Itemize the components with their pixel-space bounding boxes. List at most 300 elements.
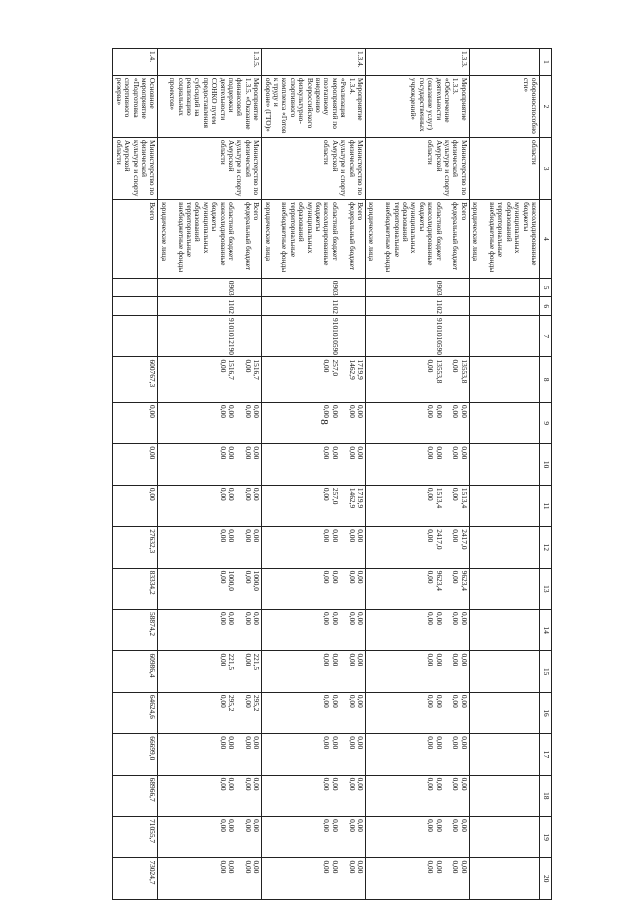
amount: 0,00: [148, 446, 158, 460]
amount: 0,00: [227, 529, 237, 543]
code-cell: [469, 297, 539, 316]
amount: 0,00: [459, 819, 469, 832]
header-cell: 8: [540, 357, 552, 403]
amount: 2417,0: [459, 529, 469, 550]
amount: 0,00: [459, 736, 469, 750]
amount: [504, 695, 538, 731]
header-row: [540, 49, 552, 900]
amount: 0,00: [426, 694, 436, 708]
amount: [504, 446, 538, 482]
row-name: Мероприятие 1.3.3. «Обеспечение деятельности (оказание услуг) государственных учреждений»: [366, 75, 470, 137]
amount: 60986,4: [148, 653, 158, 678]
amount: 0,00: [426, 736, 436, 750]
amount: 0,00: [426, 570, 436, 584]
amount: 0,00: [451, 612, 461, 625]
amount: [375, 529, 400, 565]
amount: [168, 359, 193, 400]
code-value: [148, 318, 156, 354]
code-value: [168, 281, 193, 295]
amount: [159, 860, 167, 897]
amount: 73024,7: [148, 860, 158, 885]
amount: 0,00: [218, 777, 228, 791]
amount: 0,00: [451, 359, 461, 373]
amount: [272, 736, 297, 772]
value-cell: [113, 775, 158, 816]
value-cell: [262, 775, 366, 816]
code-value: [367, 299, 375, 313]
value-cell: [366, 357, 470, 403]
amount: [504, 778, 538, 814]
amount: [367, 778, 375, 814]
amount: 0,00: [218, 359, 228, 373]
amount: 0,00: [426, 819, 436, 832]
row-executor: Министерство по физической культуре и спорту Амурской области: [158, 138, 262, 200]
amount: 0,00: [330, 819, 340, 832]
row-sources: [366, 200, 470, 279]
amount: [471, 819, 479, 855]
code-value: 0903: [330, 280, 340, 296]
amount: [263, 736, 271, 772]
amount: 1000,0: [252, 570, 262, 591]
value-cell: [366, 610, 470, 651]
amount: [471, 695, 479, 731]
amount: [272, 446, 297, 482]
amount: [272, 571, 297, 607]
code-value: [471, 299, 479, 313]
amount: 0,00: [243, 819, 253, 832]
amount: 0,00: [356, 570, 366, 584]
amount: 0,00: [330, 612, 340, 625]
code-cell: [366, 316, 470, 357]
amount: 0,00: [227, 736, 237, 750]
code-value: [193, 281, 227, 295]
amount: [471, 446, 479, 482]
amount: [375, 860, 400, 897]
amount: 0,00: [434, 736, 444, 750]
amount: [168, 612, 193, 648]
code-value: [504, 281, 538, 295]
amount: 13553,8: [459, 359, 469, 384]
code-value: [252, 281, 260, 295]
table-row: [158, 49, 262, 900]
code-value: [356, 281, 364, 295]
code-value: [479, 281, 504, 295]
code-cell: [113, 297, 158, 316]
amount: 0,00: [322, 819, 332, 832]
rotated-table-wrapper: [60, 48, 552, 900]
header-cell: 16: [540, 692, 552, 733]
amount: 13553,8: [434, 359, 444, 384]
amount: 0,00: [434, 446, 444, 460]
header-cell: 10: [540, 444, 552, 485]
amount: [479, 446, 504, 482]
code-value: [401, 318, 435, 354]
amount: 0,00: [451, 405, 461, 418]
value-cell: [366, 651, 470, 692]
code-value: [339, 318, 356, 354]
amount: [471, 778, 479, 814]
amount: [479, 529, 504, 565]
code-value: 0903: [434, 280, 444, 296]
amount: 0,00: [227, 446, 237, 460]
amount: [471, 860, 479, 897]
code-value: [504, 299, 538, 313]
amount: [479, 571, 504, 607]
source-label: областной бюджет: [227, 202, 237, 261]
amount: 0,00: [218, 405, 228, 418]
amount: 0,00: [218, 819, 228, 832]
value-cell: [262, 527, 366, 568]
amount: 0,00: [356, 529, 366, 543]
value-cell: [469, 485, 539, 526]
amount: [159, 695, 167, 731]
table-row: [469, 49, 539, 900]
amount: [367, 612, 375, 648]
amount: 0,00: [227, 860, 237, 874]
amount: [159, 359, 167, 400]
code-value: [297, 281, 331, 295]
amount: [272, 778, 297, 814]
amount: [375, 488, 400, 524]
value-cell: [469, 403, 539, 444]
amount: 0,00: [356, 653, 366, 667]
value-cell: [366, 775, 470, 816]
amount: 0,00: [434, 612, 444, 625]
source-label: Всего: [459, 202, 469, 221]
row-name: Мероприятие 1.3.5. «Оказание финансовой поддержки деятельности СОНКО путем предоставления субсидий на реализацию социальных проектов»: [158, 75, 262, 137]
amount: 0,00: [459, 612, 469, 625]
amount: [367, 860, 375, 897]
amount: 0,00: [322, 487, 332, 501]
amount: [168, 653, 193, 689]
amount: [504, 488, 538, 524]
amount: 0,00: [148, 487, 158, 501]
code-value: [263, 318, 271, 354]
value-cell: [113, 817, 158, 858]
code-value: [504, 318, 538, 354]
value-cell: [158, 403, 262, 444]
amount: 0,00: [347, 612, 357, 625]
value-cell: [366, 527, 470, 568]
amount: [479, 405, 504, 441]
amount: 0,00: [434, 819, 444, 832]
value-cell: [469, 444, 539, 485]
amount: [263, 653, 271, 689]
value-cell: [158, 734, 262, 775]
code-value: [375, 299, 400, 313]
amount: [479, 488, 504, 524]
value-cell: [158, 775, 262, 816]
code-cell: [158, 278, 262, 297]
amount: 0,00: [252, 612, 262, 625]
amount: 0,00: [451, 529, 461, 543]
amount: [272, 819, 297, 855]
code-value: 1102: [434, 299, 444, 314]
value-cell: [158, 485, 262, 526]
amount: 0,00: [330, 405, 340, 418]
header-cell: 11: [540, 485, 552, 526]
source-label: областной бюджет: [434, 202, 444, 261]
row-executor: Министерство по физической культуре и спорту Амурской области: [262, 138, 366, 200]
amount: [168, 571, 193, 607]
source-label: Всего: [356, 202, 366, 221]
amount: 0,00: [322, 359, 332, 373]
amount: 0,00: [252, 819, 262, 832]
amount: 58874,2: [148, 612, 158, 637]
amount: [479, 653, 504, 689]
value-cell: [262, 403, 366, 444]
amount: [367, 695, 375, 731]
amount: 0,00: [459, 777, 469, 791]
value-cell: [113, 734, 158, 775]
value-cell: [469, 651, 539, 692]
code-value: 1102: [330, 299, 340, 314]
value-cell: [469, 734, 539, 775]
amount: 0,00: [148, 405, 158, 418]
value-cell: [366, 444, 470, 485]
amount: [367, 405, 375, 441]
code-value: 9101010590: [434, 318, 444, 355]
row-sources: [113, 200, 158, 279]
code-value: [252, 318, 260, 354]
value-cell: [366, 485, 470, 526]
amount: 9623,4: [459, 570, 469, 591]
code-value: [479, 299, 504, 313]
amount: [367, 736, 375, 772]
source-label: консолидированные бюджеты муниципальных образований: [401, 202, 436, 266]
amount: 0,00: [252, 860, 262, 874]
value-cell: [158, 527, 262, 568]
code-value: [339, 281, 356, 295]
row-sources: [262, 200, 366, 279]
amount: [471, 571, 479, 607]
source-label: консолидированные бюджеты муниципальных образований: [297, 202, 332, 266]
amount: [504, 860, 538, 897]
header-cell: 12: [540, 527, 552, 568]
value-cell: [366, 692, 470, 733]
value-cell: [113, 527, 158, 568]
amount: 0,00: [426, 777, 436, 791]
amount: 0,00: [451, 446, 461, 460]
amount: 600767,3: [148, 359, 158, 388]
source-label: Всего: [252, 202, 262, 221]
amount: [159, 612, 167, 648]
amount: 0,00: [330, 529, 340, 543]
code-value: [193, 299, 227, 313]
amount: 0,00: [243, 405, 253, 418]
amount: 0,00: [434, 777, 444, 791]
amount: [471, 529, 479, 565]
row-name: Мероприятие 1.3.4. «Реализация мероприятий по поэтапному внедрению Всероссийского физкультурно-спортивного комплекса «Готов к труду и обороне» (ГТО)»: [262, 75, 366, 137]
amount: 0,00: [459, 694, 469, 708]
amount: [471, 736, 479, 772]
code-value: 9101012190: [227, 318, 237, 355]
value-cell: [262, 858, 366, 900]
code-value: [263, 299, 271, 313]
amount: [272, 695, 297, 731]
amount: 0,00: [330, 860, 340, 874]
amount: [159, 405, 167, 441]
value-cell: [366, 858, 470, 900]
value-cell: [366, 817, 470, 858]
value-cell: [262, 692, 366, 733]
code-value: 9101010590: [330, 318, 340, 355]
header-cell: 4: [540, 200, 552, 279]
amount: [479, 695, 504, 731]
row-number: 1.3.3.: [366, 49, 470, 76]
code-value: [443, 281, 460, 295]
amount: 1719,9: [356, 487, 366, 509]
code-cell: [366, 297, 470, 316]
value-cell: [469, 775, 539, 816]
amount: [375, 405, 400, 441]
amount: 0,00: [330, 777, 340, 791]
amount: 0,00: [426, 446, 436, 460]
amount: [375, 571, 400, 607]
amount: 0,00: [243, 529, 253, 543]
amount: [159, 571, 167, 607]
code-value: [235, 299, 252, 313]
code-value: [443, 299, 460, 313]
amount: [263, 446, 271, 482]
amount: 0,00: [252, 529, 262, 543]
source-label: консолидированные бюджеты муниципальных образований: [504, 202, 539, 266]
amount: [504, 612, 538, 648]
amount: 0,00: [347, 653, 357, 667]
code-value: [297, 318, 331, 354]
header-cell: 6: [540, 297, 552, 316]
amount: 9623,4: [434, 570, 444, 591]
code-value: [235, 318, 252, 354]
source-label: Всего: [148, 202, 158, 221]
amount: [375, 695, 400, 731]
amount: 0,00: [218, 694, 228, 708]
amount: 0,00: [243, 446, 253, 460]
amount: 0,00: [451, 819, 461, 832]
amount: 1462,9: [347, 359, 357, 380]
amount: [375, 819, 400, 855]
header-cell: 7: [540, 316, 552, 357]
amount: 0,00: [330, 570, 340, 584]
amount: 0,00: [330, 736, 340, 750]
source-label: территориальные внебюджетные фонды: [488, 202, 506, 273]
amount: 0,00: [459, 405, 469, 418]
amount: [159, 653, 167, 689]
amount: [263, 860, 271, 897]
value-cell: [113, 692, 158, 733]
amount: 0,00: [451, 736, 461, 750]
amount: [479, 778, 504, 814]
table-sheet: [60, 48, 552, 900]
amount: [367, 446, 375, 482]
amount: 0,00: [459, 653, 469, 667]
amount: [367, 571, 375, 607]
value-cell: [262, 485, 366, 526]
source-label: федеральный бюджет: [451, 202, 461, 271]
amount: 0,00: [218, 487, 228, 501]
amount: 0,00: [356, 819, 366, 832]
amount: [471, 488, 479, 524]
value-cell: [262, 444, 366, 485]
row-executor: Министерство по физической культуре и спорту Амурской области: [113, 138, 158, 200]
amount: 0,00: [252, 405, 262, 418]
amount: [159, 446, 167, 482]
amount: 66699,0: [148, 736, 158, 761]
source-label: юридические лица: [367, 202, 377, 262]
source-label: юридические лица: [263, 202, 273, 262]
header-cell: 15: [540, 651, 552, 692]
amount: 0,00: [426, 612, 436, 625]
amount: 0,00: [243, 612, 253, 625]
amount: 0,00: [322, 653, 332, 667]
amount: 0,00: [356, 405, 366, 418]
code-cell: [158, 297, 262, 316]
amount: [159, 819, 167, 855]
amount: 0,00: [218, 653, 228, 667]
amount: [159, 778, 167, 814]
amount: 0,00: [243, 570, 253, 584]
amount: 0,00: [252, 446, 262, 460]
source-label: юридические лица: [159, 202, 169, 262]
value-cell: [262, 651, 366, 692]
amount: [375, 778, 400, 814]
amount: 0,00: [347, 570, 357, 584]
amount: 0,00: [322, 777, 332, 791]
amount: [159, 736, 167, 772]
row-number: 1.4.: [113, 49, 158, 76]
value-cell: [158, 692, 262, 733]
row-executor: Министерство по физической культуре и спорту Амурской области: [366, 138, 470, 200]
amount: 0,00: [322, 529, 332, 543]
amount: 0,00: [330, 694, 340, 708]
amount: 0,00: [243, 487, 253, 501]
value-cell: [469, 692, 539, 733]
source-label: федеральный бюджет: [243, 202, 253, 271]
amount: 0,00: [356, 694, 366, 708]
amount: [479, 819, 504, 855]
code-value: [148, 281, 156, 295]
table-row: [113, 49, 158, 900]
amount: 0,00: [426, 405, 436, 418]
amount: [263, 778, 271, 814]
amount: 0,00: [459, 446, 469, 460]
amount: [504, 571, 538, 607]
header-cell: 18: [540, 775, 552, 816]
amount: 0,00: [218, 570, 228, 584]
value-cell: [113, 485, 158, 526]
amount: 0,00: [347, 694, 357, 708]
amount: [479, 359, 504, 400]
amount: 0,00: [322, 405, 332, 418]
value-cell: [113, 610, 158, 651]
amount: 0,00: [426, 487, 436, 501]
amount: 0,00: [356, 736, 366, 750]
amount: 0,00: [218, 860, 228, 874]
amount: 0,00: [330, 653, 340, 667]
amount: [504, 819, 538, 855]
amount: [367, 819, 375, 855]
row-name: обороноспособности»: [469, 75, 539, 137]
amount: [168, 860, 193, 897]
amount: 0,00: [252, 736, 262, 750]
amount: 1513,4: [459, 487, 469, 509]
amount: 257,0: [330, 359, 340, 377]
value-cell: [469, 817, 539, 858]
amount: [168, 405, 193, 441]
header-cell: 20: [540, 858, 552, 900]
amount: 0,00: [347, 736, 357, 750]
amount: 0,00: [243, 653, 253, 667]
